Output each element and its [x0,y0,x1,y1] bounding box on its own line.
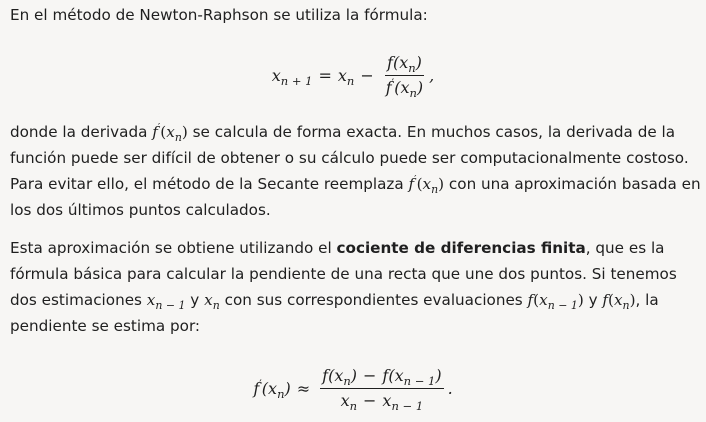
p3-bold-term: cociente de diferencias finita [336,239,586,257]
eq2-fraction [320,366,443,411]
p2-text-2: se calcula de forma exacta. En muchos casos, la derivada de la función puede ser difícil de obtener o su cálculo puede ser computacionalmente costoso. Para evitar ello, el método de la Secante reemplaza [10,123,689,193]
eq2-approx: ≈ [296,378,311,398]
p3-text-4: con sus correspondientes evaluaciones [219,291,528,309]
eq1-equals: = [318,65,332,85]
p2-math-derivative-1: $f'(x_n)$ [152,120,188,144]
eq2-numerator: $f(x_n) - f(x_{n - 1})$ [322,365,442,388]
eq1-rhs-x: $x_n$ [337,65,355,88]
eq1-fraction [384,53,425,98]
eq2-denominator: $x_n - x_{n - 1}$ [340,390,424,413]
p3-math-xn1: $x_{n - 1}$ [146,291,186,312]
p3-text-5: y [583,291,603,309]
p3-text-3: y [185,291,205,309]
eq2-lhs: $f'(x_n)$ [253,376,291,401]
eq1-minus: − [360,65,374,85]
eq1-numerator: $f(x_n)$ [387,52,422,75]
secant-derivative-formula [0,358,706,418]
p3-text-1: Esta aproximación se obtiene utilizando el [10,239,337,257]
eq2-trailing: . [447,378,453,398]
derivative-paragraph [10,119,702,223]
eq1-trailing: , [429,65,435,85]
p3-text-2: , que es la fórmula básica para calcular la pendiente de una recta que une dos puntos. Si tenemos dos estimaciones [10,239,677,309]
eq1-denominator: $f'(x_n)$ [385,75,424,100]
p3-math-fxn: $f(x_n)$ [602,291,636,312]
p3-text-6: , la pendiente se estima por: [10,291,659,335]
p2-text-1: donde la derivada [10,123,153,141]
newton-raphson-formula [0,44,706,106]
intro-text: En el método de Newton-Raphson se utiliza la fórmula: [10,6,428,24]
p3-math-xn: $x_n$ [204,291,220,312]
eq1-lhs: $x_{n + 1}$ [271,65,313,88]
p2-math-derivative-2: $f'(x_n)$ [408,172,445,196]
p2-text-3: con una aproximación basada en los dos últimos puntos calculados. [10,175,701,219]
p3-math-fxn1: $f(x_{n - 1})$ [527,291,584,312]
intro-paragraph [10,2,696,28]
finite-difference-paragraph [10,235,702,339]
